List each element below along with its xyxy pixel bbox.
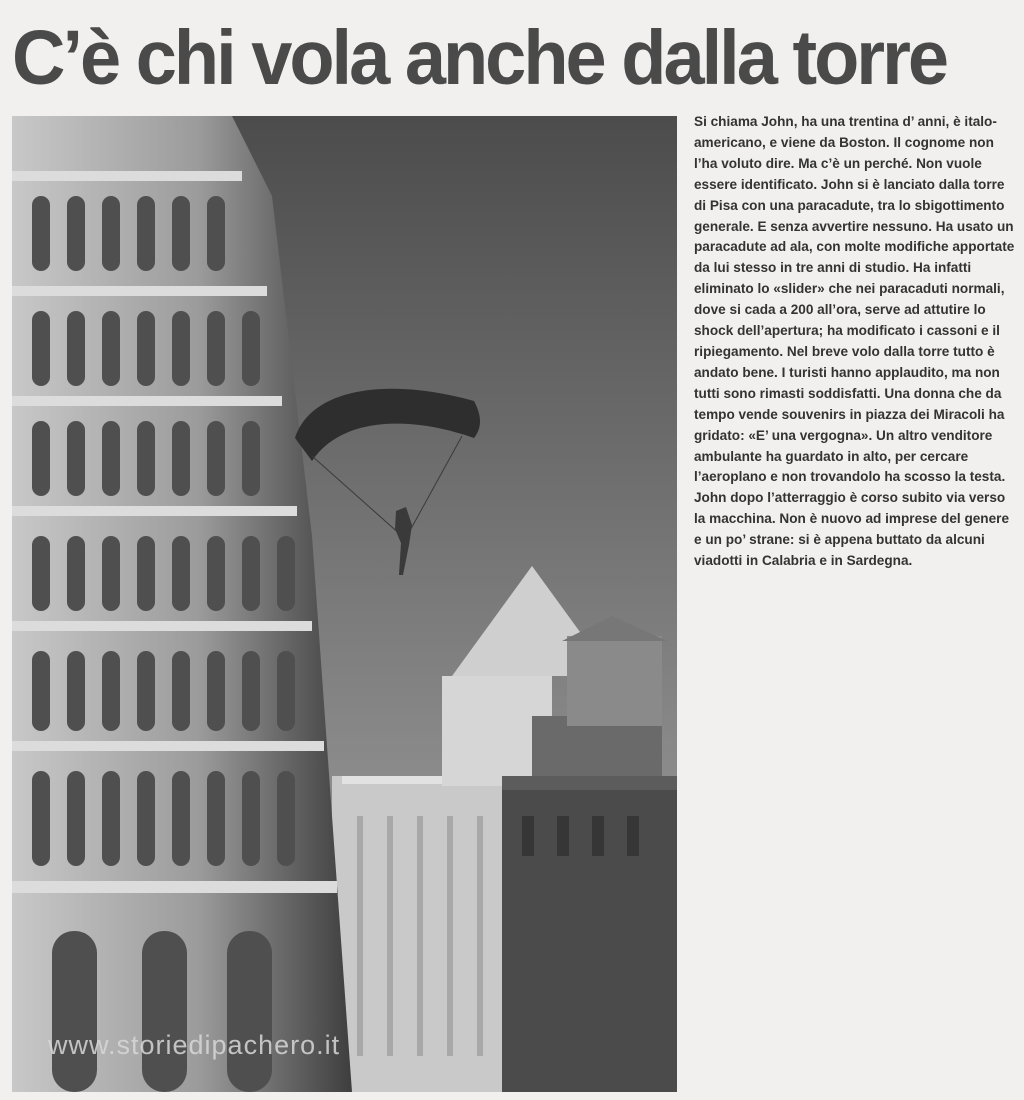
watermark: www.storiedipachero.it [48,1030,341,1060]
headline: C’è chi vola anche dalla torre [12,14,947,101]
article-body: Si chiama John, ha una trentina d’ anni, è italo-americano, e viene da Boston. Il cognome non l’ha voluto dire. Ma c’è un perché. Non vuole essere identificato. John si è lanciato dalla torre di Pisa con una paracadute, tra lo sbigottimento generale. E senza avvertire nessuno. Ha usato un paracadute ad ala, con molte modifiche apportate da lui stesso in tre anni di studio. Ha infatti eliminato lo «slider» che nei paracaduti normali, dove si cada a 200 all’ora, serve ad attutire lo shock dell’apertura; ha modificato i cassoni e il ripiegamento. Nel breve volo dalla torre tutto è andato bene. I turisti hanno applaudito, ma non tutti sono rimasti soddisfatti. Una donna che da tempo vende souvenirs in piazza dei Miracoli ha gridato: «E’ una vergogna». Un altro venditore ambulante ha guardato in alto, per cercare l’aeroplano e non trovandolo ha scosso la testa. John dopo l’atterraggio è corso subito via verso la macchina. Non è nuovo ad imprese del genere e un po’ strane: si è appena buttato da alcuni viadotti in Calabria e in Sardegna. [694,114,1015,569]
photo-leaning-tower-parachute [12,116,677,1092]
